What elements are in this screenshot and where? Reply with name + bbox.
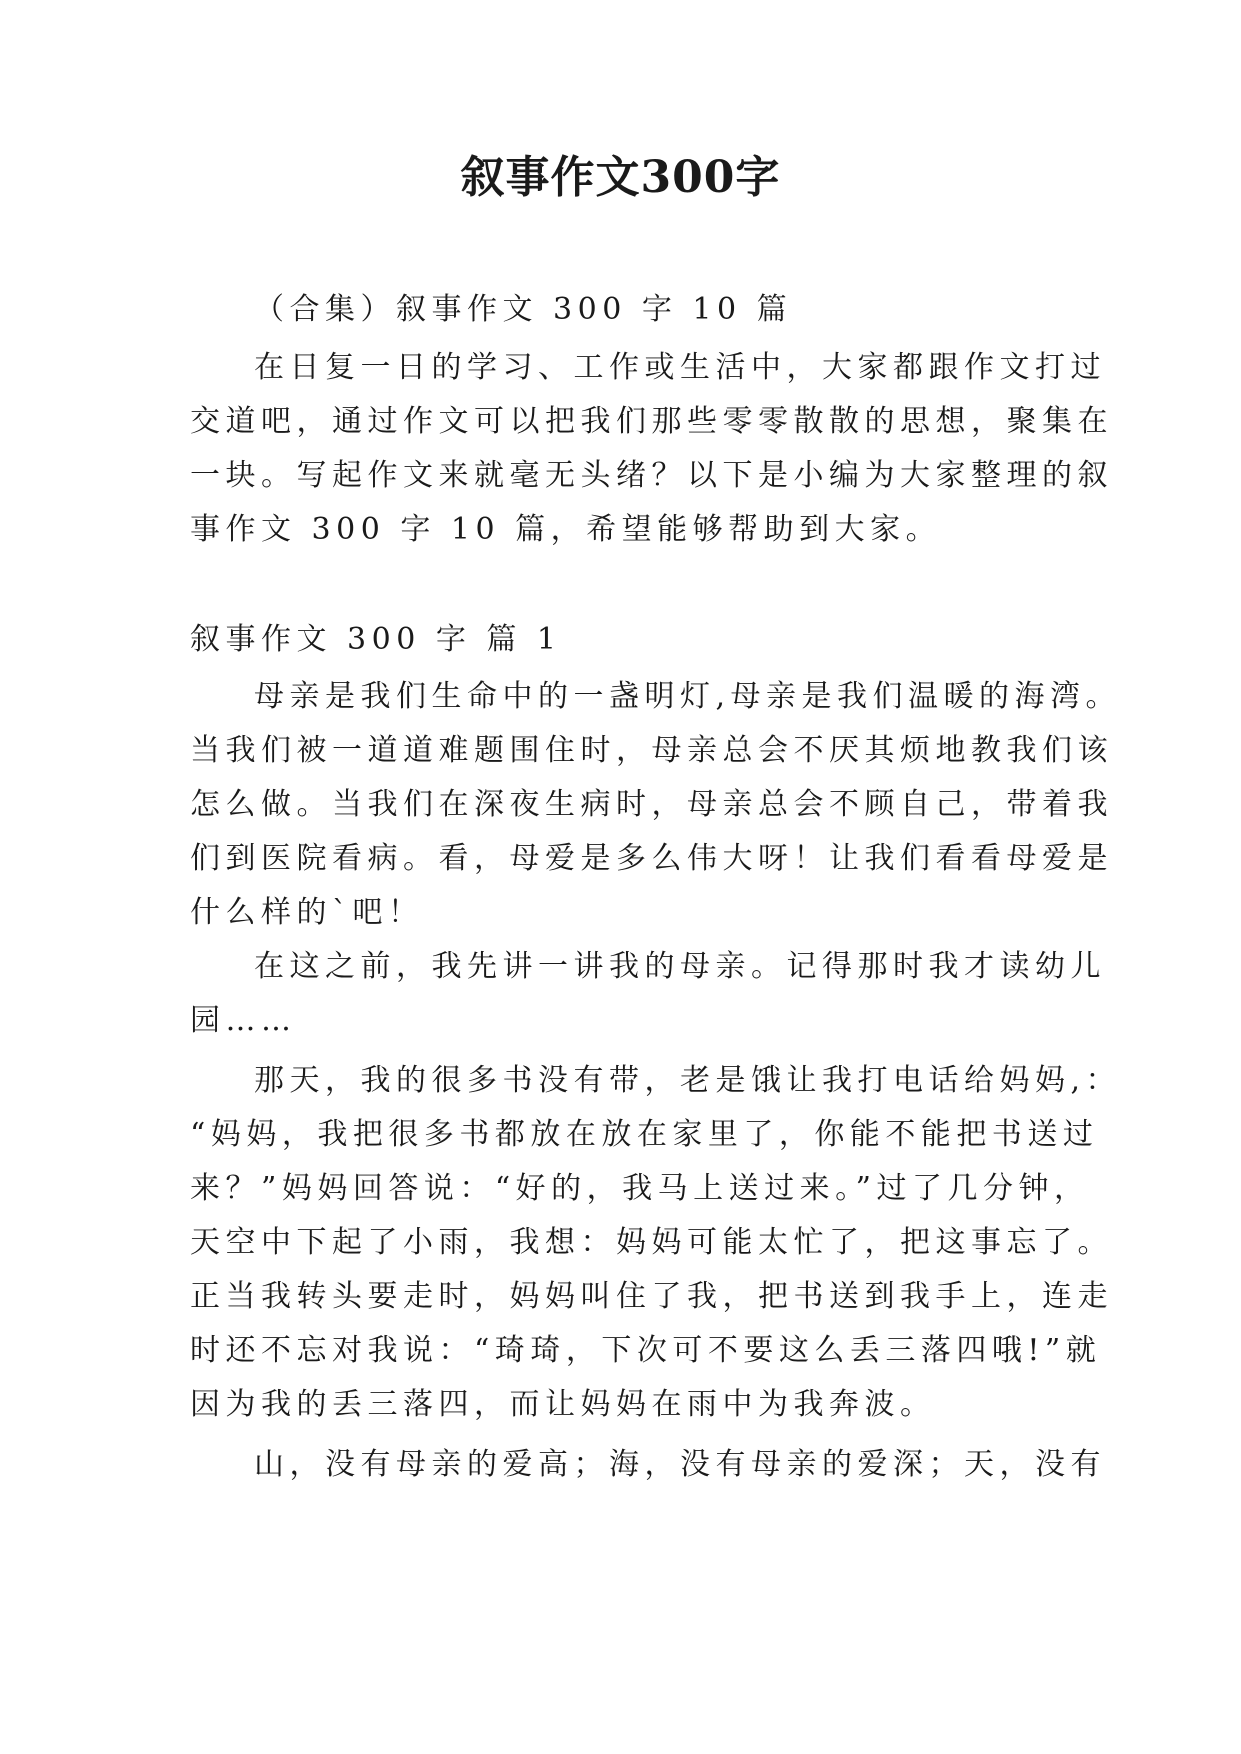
- paragraph-1-line-5: 什么样的`吧！: [190, 895, 424, 930]
- paragraph-3-line-1: 那天，我的很多书没有带，老是饿让我打电话给妈妈,：: [254, 1063, 1122, 1098]
- collection-subtitle: （合集）叙事作文 300 字 10 篇: [254, 292, 793, 327]
- paragraph-1-line-3: 怎么做。当我们在深夜生病时，母亲总会不顾自己，带着我: [190, 787, 1113, 822]
- paragraph-1-line-1: 母亲是我们生命中的一盏明灯,母亲是我们温暖的海湾。: [254, 679, 1122, 714]
- paragraph-3-line-6: 时还不忘对我说：“琦琦，下次可不要这么丢三落四哦!”就: [190, 1333, 1102, 1368]
- paragraph-4-line-1: 山，没有母亲的爱高；海，没有母亲的爱深；天，没有: [254, 1447, 1106, 1482]
- paragraph-2-line-1: 在这之前，我先讲一讲我的母亲。记得那时我才读幼儿: [254, 949, 1106, 984]
- paragraph-3-line-4: 天空中下起了小雨，我想：妈妈可能太忙了，把这事忘了。: [190, 1225, 1113, 1260]
- paragraph-3-line-3: 来？”妈妈回答说：“好的，我马上送过来。”过了几分钟，: [190, 1171, 1090, 1206]
- intro-line-2: 交道吧，通过作文可以把我们那些零零散散的思想，聚集在: [190, 404, 1113, 439]
- paragraph-3-line-2: “妈妈，我把很多书都放在放在家里了，你能不能把书送过: [190, 1117, 1099, 1152]
- paragraph-1-line-4: 们到医院看病。看，母爱是多么伟大呀！让我们看看母爱是: [190, 841, 1113, 876]
- paragraph-3-line-7: 因为我的丢三落四，而让妈妈在雨中为我奔波。: [190, 1387, 936, 1422]
- intro-line-3: 一块。写起作文来就毫无头绪？以下是小编为大家整理的叙: [190, 458, 1113, 493]
- paragraph-2-line-2: 园……: [190, 1003, 297, 1038]
- document-title: 叙事作文300字: [460, 152, 781, 203]
- intro-line-1: 在日复一日的学习、工作或生活中，大家都跟作文打过: [254, 350, 1106, 385]
- section-heading-1: 叙事作文 300 字 篇 1: [190, 622, 562, 657]
- intro-line-4: 事作文 300 字 10 篇，希望能够帮助到大家。: [190, 512, 942, 547]
- paragraph-3-line-5: 正当我转头要走时，妈妈叫住了我，把书送到我手上，连走: [190, 1279, 1113, 1314]
- paragraph-1-line-2: 当我们被一道道难题围住时，母亲总会不厌其烦地教我们该: [190, 733, 1113, 768]
